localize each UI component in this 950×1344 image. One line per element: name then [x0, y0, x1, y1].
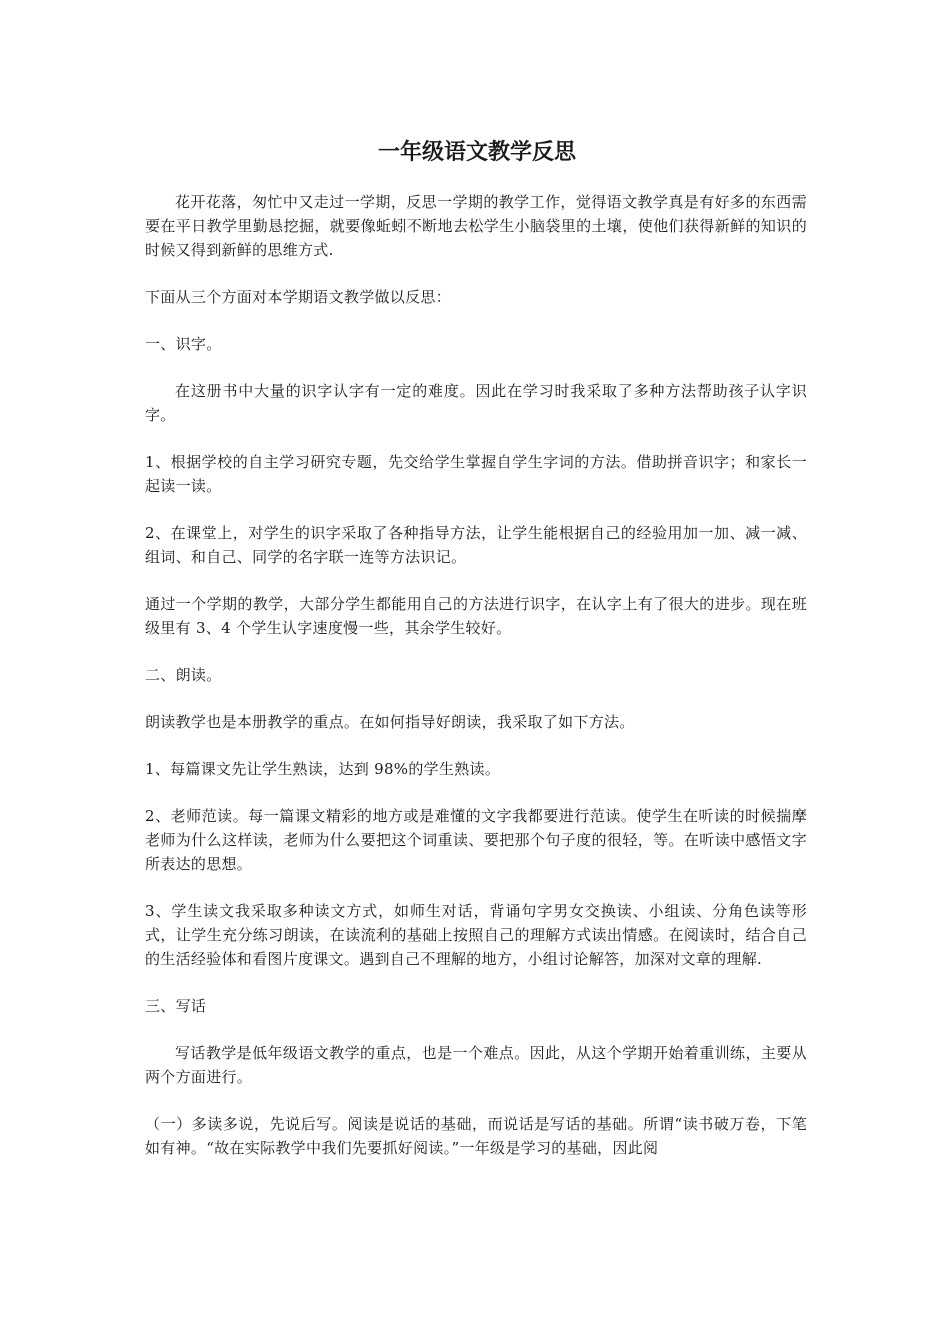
document-body [145, 190, 807, 1160]
paragraph: 朗读教学也是本册教学的重点。在如何指导好朗读，我采取了如下方法。 [145, 713, 635, 731]
section-heading-writing: 三、写话 [145, 997, 207, 1015]
section-heading-reading: 二、朗读。 [145, 666, 222, 684]
paragraph: 在这册书中大量的识字认字有一定的难度。因此在学习时我采取了多种方法帮助孩子认字识字。 [145, 382, 807, 424]
paragraph: 1、根据学校的自主学习研究专题，先交给学生掌握自学生字词的方法。借助拼音识字；和家长一起读一读。 [145, 453, 807, 495]
document-title: 一年级语文教学反思 [377, 139, 576, 165]
paragraph: 1、每篇课文先让学生熟读，达到 98%的学生熟读。 [145, 760, 501, 778]
paragraph-intro: 花开花落，匆忙中又走过一学期，反思一学期的教学工作，觉得语文教学真是有好多的东西需要在平日教学里勤恳挖掘，就要像蚯蚓不断地去松学生小脑袋里的土壤，使他们获得新鲜的知识的时候又得到新鲜的思维方式. [145, 193, 807, 259]
paragraph: 2、老师范读。每一篇课文精彩的地方或是难懂的文字我都要进行范读。使学生在听读的时候揣摩老师为什么这样读，老师为什么要把这个词重读、要把那个句子度的很轻，等。在听读中感悟文字所表达的思想。 [145, 807, 807, 873]
paragraph: 写话教学是低年级语文教学的重点，也是一个难点。因此，从这个学期开始着重训练，主要从两个方面进行。 [145, 1044, 807, 1086]
paragraph: 通过一个学期的教学，大部分学生都能用自己的方法进行识字，在认字上有了很大的进步。现在班级里有 3、4 个学生认字速度慢一些，其余学生较好。 [145, 595, 807, 637]
paragraph-overview: 下面从三个方面对本学期语文教学做以反思： [145, 288, 452, 306]
document-page [145, 128, 807, 1160]
paragraph: 3、学生读文我采取多种读文方式，如师生对话，背诵句字男女交换读、小组读、分角色读等形式，让学生充分练习朗读，在读流利的基础上按照自己的理解方式读出情感。在阅读时，结合自己的生活经验体和看图片度课文。遇到自己不理解的地方，小组讨论解答，加深对文章的理解. [145, 902, 807, 968]
section-heading-literacy: 一、识字。 [145, 335, 222, 353]
paragraph: 2、在课堂上，对学生的识字采取了各种指导方法，让学生能根据自己的经验用加一加、减一减、组词、和自己、同学的名字联一连等方法识记。 [145, 524, 807, 566]
paragraph: （一）多读多说，先说后写。阅读是说话的基础，而说话是写话的基础。所谓“读书破万卷，下笔如有神。“故在实际教学中我们先要抓好阅读。”一年级是学习的基础，因此阅 [145, 1115, 807, 1157]
